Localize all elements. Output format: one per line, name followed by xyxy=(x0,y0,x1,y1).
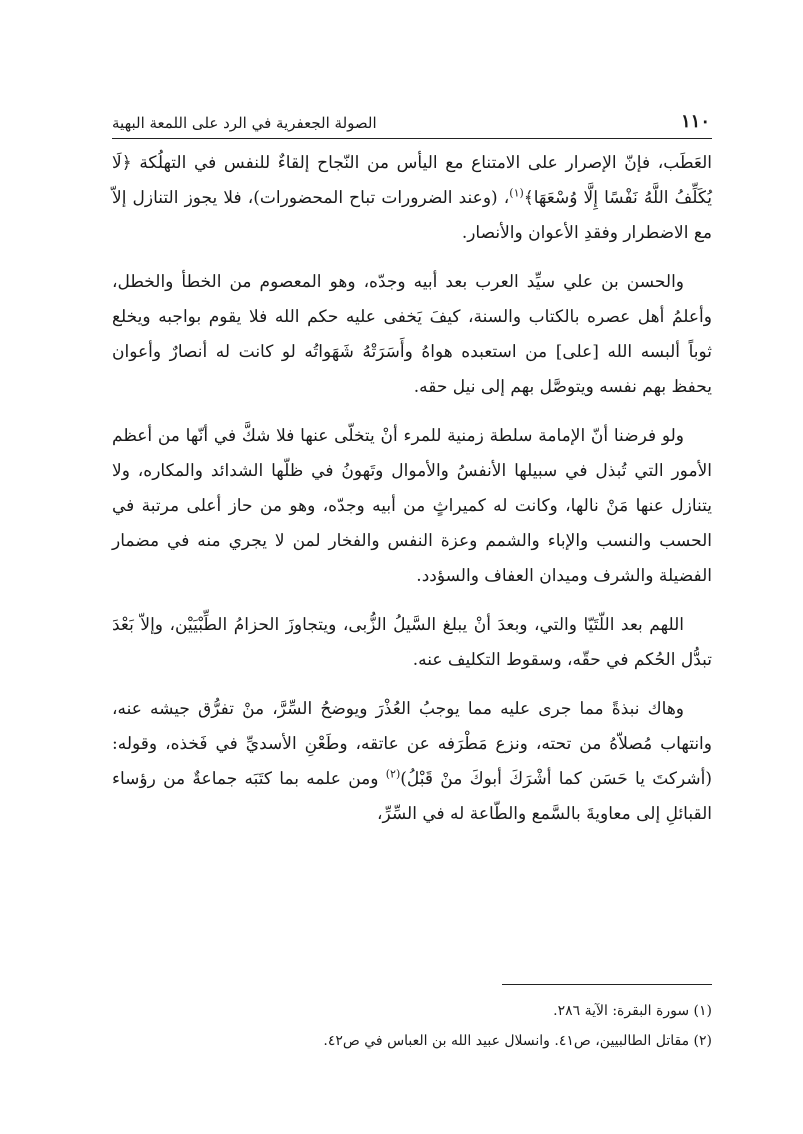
paragraph-4: اللهم بعد اللّتَيّا والتي، وبعدَ أنْ يبلغ السَّيلُ الزُّبى، ويتجاوزَ الحزامُ الطِّبْيَيْن، وإلاّ بَعْدَ تبدُّل الحُكم في حقّه، وسقوط التكليف عنه. xyxy=(112,615,712,670)
footnote-1: (١) سورة البقرة: الآية ٢٨٦. xyxy=(553,1003,712,1019)
paragraph-3: ولو فرضنا أنّ الإمامة سلطة زمنية للمرء أنْ يتخلّى عنها فلا شكَّ في أنّها من أعظم الأمور التي تُبذل في سبيلها الأنفسُ والأموال وتَهونُ في ظلّها الشدائد والمكاره، ولا يتنازل عنها مَنْ نالها، وكانت له كميراثٍ من أبيه وجدّه، وهو من حاز أعلى مرتبة في الحسب والنسب والإباء والشمم وعزة النفس والفخار لمن لا يجري منه في مضمار الفضيلة والشرف وميدان العفاف والسؤدد. xyxy=(112,426,712,586)
body-text xyxy=(112,146,712,846)
paragraph-5-text-a: وهاك نبذةً مما جرى عليه مما يوجبُ العُذْرَ ويوضحُ السِّرَّ، منْ تفرُّق جيشه عنه، وانتهاب مُصلاّهُ من تحته، ونزع مَطْرَفه عن عاتقه، وطَعْنِ الأسديِّ في فَخذه، وقوله: (أشركتَ يا حَسَن كما أشْرَكَ أبوكَ منْ قَبْلُ) xyxy=(112,699,712,789)
footnotes xyxy=(112,996,712,1056)
paragraph-5 xyxy=(112,692,712,832)
footnote-ref-1: (١) xyxy=(509,186,524,200)
footnote-2: (٢) مقاتل الطالبيين، ص٤١. وانسلال عبيد الله بن العباس في ص٤٢. xyxy=(323,1033,712,1049)
header-rule xyxy=(112,138,712,139)
paragraph-1-text-b: ، (وعند الضرورات تباح المحضورات)، فلا يجوز التنازل إلاّ مع الاضطرار وفقدِ الأعوان والأنصار. xyxy=(112,188,712,243)
paragraph-1-text-a: العَطَب، فإنّ الإصرار على الامتناع مع اليأس من النّجاح إلقاءٌ للنفس في التهلُكة xyxy=(131,153,712,173)
paragraph-2: والحسن بن علي سيِّد العرب بعد أبيه وجدّه، وهو المعصوم من الخطأ والخطل، وأعلمُ أهل عصره بالكتاب والسنة، كيفَ يَخفى عليه حكم الله فلا يقوم بواجبه ويخلع ثوباً ألبسه الله [على] من استعبده هواهُ وأَسَرَتْهُ شَهَواتُه لو كانت له أنصارٌ وأعوان يحفظ بهم نفسه ويتوصَّل بهم إلى نيل حقه. xyxy=(112,272,712,397)
footnote-separator xyxy=(502,984,712,985)
page-header xyxy=(112,92,712,136)
paragraph-1 xyxy=(112,146,712,251)
running-title: الصولة الجعفرية في الرد على اللمعة البهية xyxy=(112,114,377,132)
quran-verse: ﴿لَا يُكَلِّفُ اللَّهُ نَفْسًا إِلَّا وُسْعَهَا﴾ xyxy=(112,153,712,208)
page-number: ١١٠ xyxy=(680,111,710,132)
paragraph-5-text-b: ومن علمه بما كتَبَه جماعةٌ من رؤساء القبائلِ إلى معاويةَ بالسَّمع والطّاعة له في السِّرِّ، xyxy=(112,769,712,824)
book-page xyxy=(112,92,712,1092)
footnote-ref-2: (٢) xyxy=(385,767,401,781)
